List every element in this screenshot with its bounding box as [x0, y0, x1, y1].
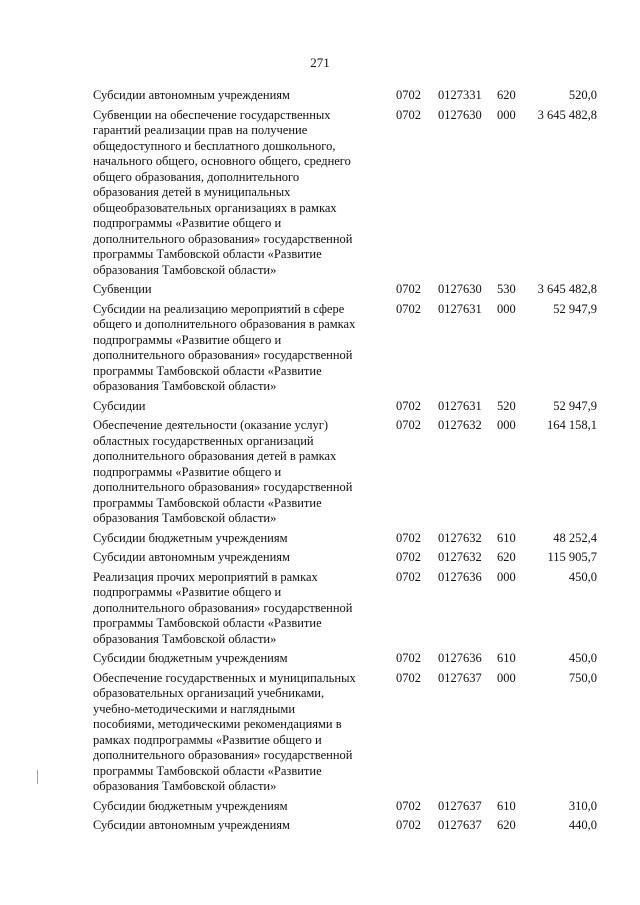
row-description: Субсидии на реализацию мероприятий в сфере общего и дополнительного образования в рамках подпрограммы «Развитие общего и дополнительного образования» государственной программы Тамбовской области «Развитие образования Тамбовской области»: [93, 301, 356, 393]
expense-type-code: 000: [497, 569, 516, 584]
expense-type-code: 000: [497, 670, 516, 685]
expense-type-code: 620: [497, 88, 516, 102]
section-code: 0702: [396, 418, 421, 432]
target-article-code: 0127630: [438, 282, 482, 296]
row-description: Обеспечение государственных и муниципальных образовательных организаций учебниками, учебно-методическими и наглядными пособиями, методическими рекомендациями в рамках подпрограммы «Развитие общего и дополнительного образования» государственной программы Тамбовской области «Развитие образования Тамбовской области»: [93, 670, 356, 793]
table-row: [93, 418, 605, 527]
table-row: [93, 302, 605, 395]
amount: 310,0: [568, 798, 597, 813]
expense-type-code: 000: [497, 107, 516, 122]
row-description: Субсидии автономным учреждениям: [93, 818, 290, 832]
target-article-code: 0127632: [438, 418, 482, 432]
target-article-code: 0127630: [438, 107, 482, 122]
expense-type-code: 610: [497, 651, 516, 665]
amount: 520,0: [568, 88, 597, 102]
expense-type-code: 610: [497, 798, 516, 813]
table-row: [93, 570, 605, 648]
row-description: Субвенции: [93, 282, 152, 296]
section-code: 0702: [396, 569, 421, 584]
row-description: Субсидии автономным учреждениям: [93, 550, 290, 564]
budget-table: [93, 88, 605, 838]
row-description: Реализация прочих мероприятий в рамках подпрограммы «Развитие общего и дополнительного образования» государственной программы Тамбовской области «Развитие образования Тамбовской области»: [93, 569, 353, 646]
amount: 52 947,9: [553, 301, 597, 316]
target-article-code: 0127632: [438, 530, 482, 545]
table-row: [93, 799, 605, 815]
expense-type-code: 620: [497, 818, 516, 832]
expense-type-code: 610: [497, 530, 516, 545]
table-row: [93, 531, 605, 547]
section-code: 0702: [396, 670, 421, 685]
table-row: [93, 108, 605, 279]
expense-type-code: 530: [497, 282, 516, 296]
section-code: 0702: [396, 107, 421, 122]
target-article-code: 0127631: [438, 301, 482, 316]
target-article-code: 0127636: [438, 569, 482, 584]
target-article-code: 0127637: [438, 818, 482, 832]
table-row: [93, 651, 605, 667]
scan-margin-mark: [37, 770, 38, 784]
amount: 3 645 482,8: [537, 107, 597, 122]
expense-type-code: 620: [497, 550, 516, 564]
section-code: 0702: [396, 282, 421, 296]
table-row: [93, 88, 605, 104]
row-description: Субсидии автономным учреждениям: [93, 88, 290, 102]
section-code: 0702: [396, 301, 421, 316]
row-description: Субсидии бюджетным учреждениям: [93, 651, 288, 665]
row-description: Субсидии бюджетным учреждениям: [93, 530, 288, 545]
amount: 750,0: [568, 670, 597, 685]
section-code: 0702: [396, 651, 421, 665]
section-code: 0702: [396, 398, 421, 413]
expense-type-code: 000: [497, 418, 516, 432]
row-description: Обеспечение деятельности (оказание услуг) областных государственных организаций дополнительного образования детей в рамках подпрограммы «Развитие общего и дополнительного образования» государственной программы Тамбовской области «Развитие образования Тамбовской области»: [93, 418, 353, 525]
amount: 450,0: [568, 651, 597, 665]
table-row: [93, 818, 605, 834]
target-article-code: 0127632: [438, 550, 482, 564]
table-row: [93, 550, 605, 566]
target-article-code: 0127331: [438, 88, 482, 102]
amount: 48 252,4: [553, 530, 597, 545]
target-article-code: 0127637: [438, 798, 482, 813]
amount: 440,0: [568, 818, 597, 832]
section-code: 0702: [396, 530, 421, 545]
amount: 164 158,1: [547, 418, 597, 432]
amount: 3 645 482,8: [537, 282, 597, 296]
page-number: 271: [310, 55, 330, 70]
target-article-code: 0127637: [438, 670, 482, 685]
table-row: [93, 671, 605, 795]
table-row: [93, 282, 605, 298]
target-article-code: 0127636: [438, 651, 482, 665]
target-article-code: 0127631: [438, 398, 482, 413]
section-code: 0702: [396, 818, 421, 832]
section-code: 0702: [396, 798, 421, 813]
row-description: Субсидии: [93, 398, 146, 413]
row-description: Субсидии бюджетным учреждениям: [93, 798, 288, 813]
table-row: [93, 399, 605, 415]
amount: 115 905,7: [547, 550, 597, 564]
row-description: Субвенции на обеспечение государственных гарантий реализации прав на получение общедоступного и бесплатного дошкольного, начального общего, основного общего, среднего общего образования, дополнительного образования детей в муниципальных общеобразовательных организациях в рамках подпрограммы «Развитие общего и дополнительного образования» государственной программы Тамбовской области «Развитие образования Тамбовской области»: [93, 107, 353, 277]
section-code: 0702: [396, 550, 421, 564]
section-code: 0702: [396, 88, 421, 102]
amount: 52 947,9: [553, 398, 597, 413]
expense-type-code: 520: [497, 398, 516, 413]
expense-type-code: 000: [497, 301, 516, 316]
amount: 450,0: [568, 569, 597, 584]
